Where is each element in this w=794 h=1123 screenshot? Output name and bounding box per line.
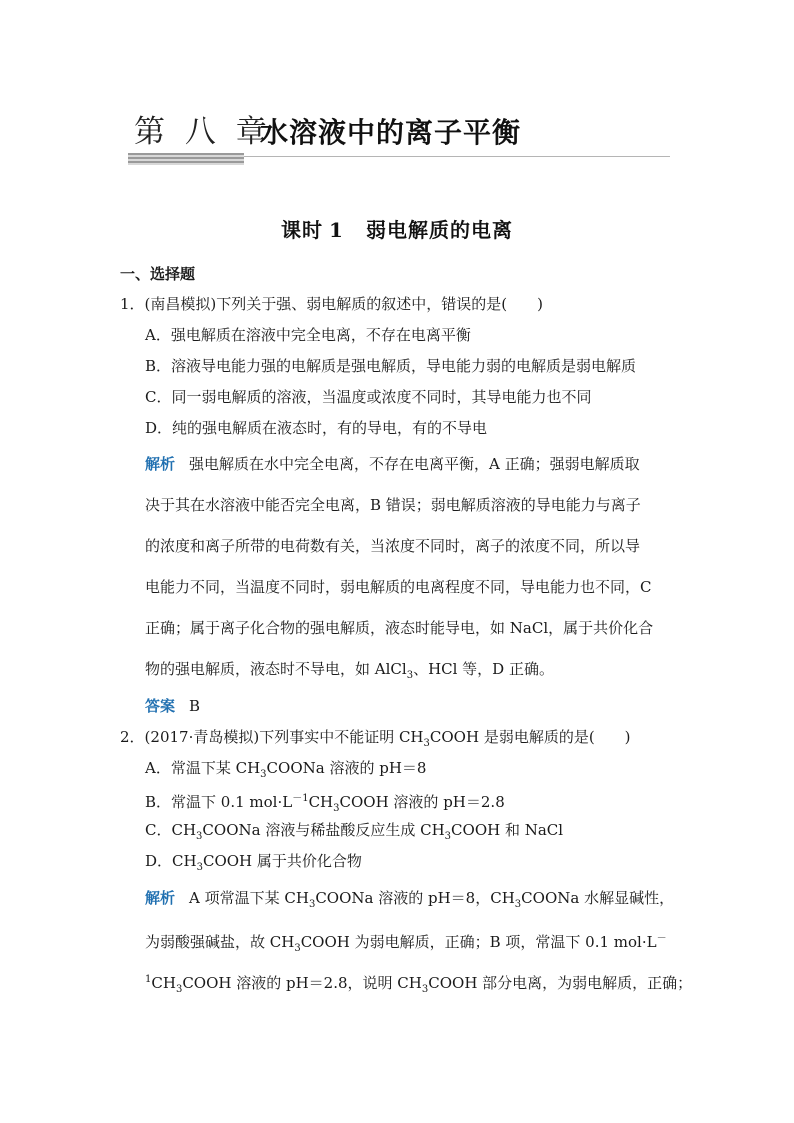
q1-answer-value: B	[189, 697, 201, 715]
q1-explanation-line: 物的强电解质，液态时不导电，如 AlCl$_3$、HCl 等，D 正确。	[145, 660, 554, 681]
lesson-title	[0, 214, 794, 243]
q1-option-b: B．溶液导电能力强的电解质是强电解质，导电能力弱的电解质是弱电解质	[145, 357, 637, 375]
q1-explanation-line: 的浓度和离子所带的电荷数有关，当浓度不同时，离子的浓度不同，所以导	[145, 537, 641, 555]
chapter-header	[128, 112, 688, 168]
section-heading: 一、选择题	[120, 265, 196, 283]
chapter-title: 水溶液中的离子平衡	[260, 116, 522, 149]
q1-explanation-line: 解析 强电解质在水中完全电离，不存在电离平衡，A 正确；强弱电解质取	[145, 455, 640, 473]
question-2-stem: 2．(2017·青岛模拟)下列事实中不能证明 $CH_3COOH$ 是弱电解质的是( )	[120, 728, 631, 749]
chapter-label: 第 八 章	[134, 114, 272, 150]
q1-option-d: D．纯的强电解质在液态时，有的导电，有的不导电	[145, 419, 488, 437]
lesson-prefix: 课时	[281, 218, 324, 242]
q1-answer-tag: 答案	[145, 697, 176, 715]
q2-explanation-tag: 解析	[145, 889, 176, 907]
q2-explanation-line: 解析 A 项常温下某 $CH_3COONa$ 溶液的 pH＝8，$CH_3COONa$ 水解显碱性，	[145, 889, 675, 910]
q1-explanation-line: 决于其在水溶液中能否完全电离，B 错误；弱电解质溶液的导电能力与离子	[145, 496, 641, 514]
q1-answer	[145, 696, 680, 716]
header-rule	[244, 156, 670, 157]
lesson-name: 弱电解质的电离	[365, 218, 513, 242]
q2-option-d: D．$CH_3COOH$ 属于共价化合物	[145, 852, 362, 873]
q2-option-a: A．常温下某 $CH_3COONa$ 溶液的 pH＝8	[145, 759, 427, 780]
q2-option-c: C．$CH_3COONa$ 溶液与稀盐酸反应生成 $CH_3COOH$ 和 NaCl	[145, 821, 564, 842]
header-decor-bar	[128, 153, 244, 165]
q1-explanation-line: 电能力不同，当温度不同时，弱电解质的电离程度不同，导电能力也不同，C	[145, 578, 652, 596]
question-1-stem: 1．(南昌模拟)下列关于强、弱电解质的叙述中，错误的是( )	[120, 295, 543, 313]
q1-explanation-line: 正确；属于离子化合物的强电解质，液态时能导电，如 NaCl，属于共价化合	[145, 619, 654, 637]
q1-explanation-tag: 解析	[145, 455, 176, 473]
q2-explanation-line: $^1CH_3COOH$ 溶液的 pH＝2.8，说明 $CH_3COOH$ 部分电离，为弱电解质，正确；	[145, 974, 693, 995]
q2-explanation-line: 为弱酸强碱盐，故 $CH_3COOH$ 为弱电解质，正确；B 项，常温下 0.1 mol·L－	[145, 933, 667, 954]
q2-option-b: B．常温下 0.1 $mol\cdot L^{-1}CH_3COOH$ 溶液的 pH＝2.8	[145, 793, 505, 814]
q1-option-c: C．同一弱电解质的溶液，当温度或浓度不同时，其导电能力也不同	[145, 388, 592, 406]
q1-option-a: A．强电解质在溶液中完全电离，不存在电离平衡	[145, 326, 471, 344]
lesson-number: 1	[329, 218, 344, 242]
